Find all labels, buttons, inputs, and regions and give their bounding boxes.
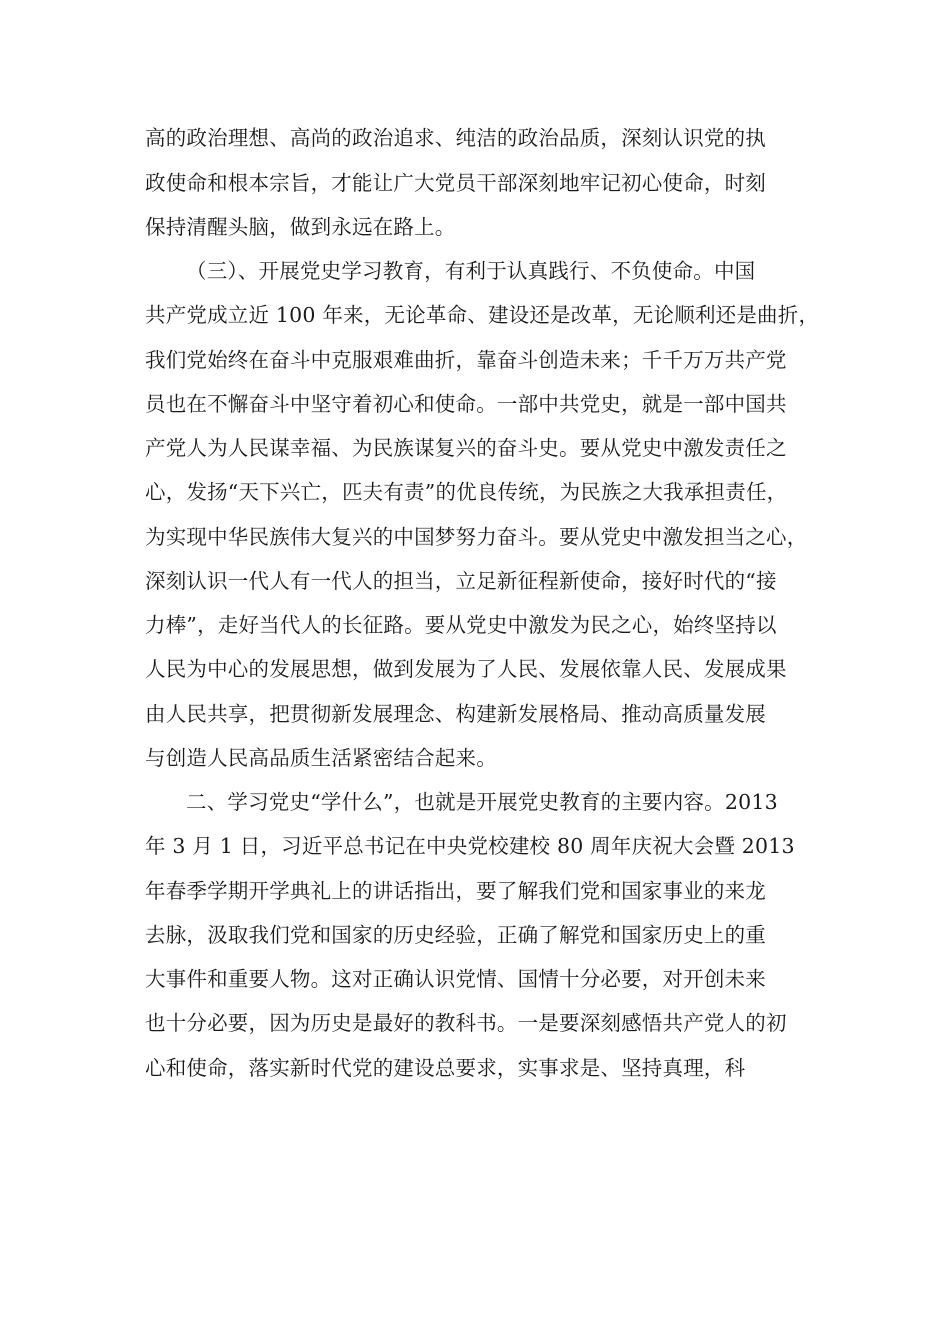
text-line: 员也在不懈奋斗中坚守着初心和使命。一部中共党史，就是一部中国共: [145, 392, 787, 416]
text-line: 大事件和重要人物。这对正确认识党情、国情十分必要，对开创未来: [145, 967, 766, 991]
text-line: 人民为中心的发展思想，做到发展为了人民、发展依靠人民、发展成果: [145, 657, 787, 681]
paragraph-start-line: 二、学习党史“学什么”，也就是开展党史教育的主要内容。2013: [186, 790, 778, 814]
text-line: 力棒”，走好当代人的长征路。要从党史中激发为民之心，始终坚持以: [145, 613, 777, 637]
text-line: 也十分必要，因为历史是最好的教科书。一是要深刻感悟共产党人的初: [145, 1011, 787, 1035]
text-line: 我们党始终在奋斗中克服艰难曲折，靠奋斗创造未来；千千万万共产党: [145, 348, 787, 372]
text-line: 政使命和根本宗旨，才能让广大党员干部深刻地牢记初心使命，时刻: [145, 171, 766, 195]
text-line: 产党人为人民谋幸福、为民族谋复兴的奋斗史。要从党史中激发责任之: [145, 436, 787, 460]
text-line: 与创造人民高品质生活紧密结合起来。: [145, 746, 497, 770]
text-line: 为实现中华民族伟大复兴的中国梦努力奋斗。要从党史中激发担当之心，: [145, 525, 808, 549]
text-line: 高的政治理想、高尚的政治追求、纯洁的政治品质，深刻认识党的执: [145, 126, 766, 150]
text-line: 深刻认识一代人有一代人的担当，立足新征程新使命，接好时代的“接: [145, 569, 777, 593]
text-line: 由人民共享，把贯彻新发展理念、构建新发展格局、推动高质量发展: [145, 702, 766, 726]
text-line: 年春季学期开学典礼上的讲话指出，要了解我们党和国家事业的来龙: [145, 879, 766, 903]
text-line: 年 3 月 1 日，习近平总书记在中央党校建校 80 周年庆祝大会暨 2013: [145, 834, 795, 858]
paragraph-start-line: （三）、开展党史学习教育，有利于认真践行、不负使命。中国: [186, 259, 756, 283]
text-line: 保持清醒头脑，做到永远在路上。: [145, 215, 456, 239]
text-line: 去脉，汲取我们党和国家的历史经验，正确了解党和国家历史上的重: [145, 923, 766, 947]
text-line: 心和使命，落实新时代党的建设总要求，实事求是、坚持真理，科: [145, 1056, 746, 1080]
text-line: 共产党成立近 100 年来，无论革命、建设还是改革，无论顺利还是曲折，: [145, 303, 820, 327]
text-line: 心，发扬“天下兴亡，匹夫有责”的优良传统，为民族之大我承担责任，: [145, 480, 788, 504]
